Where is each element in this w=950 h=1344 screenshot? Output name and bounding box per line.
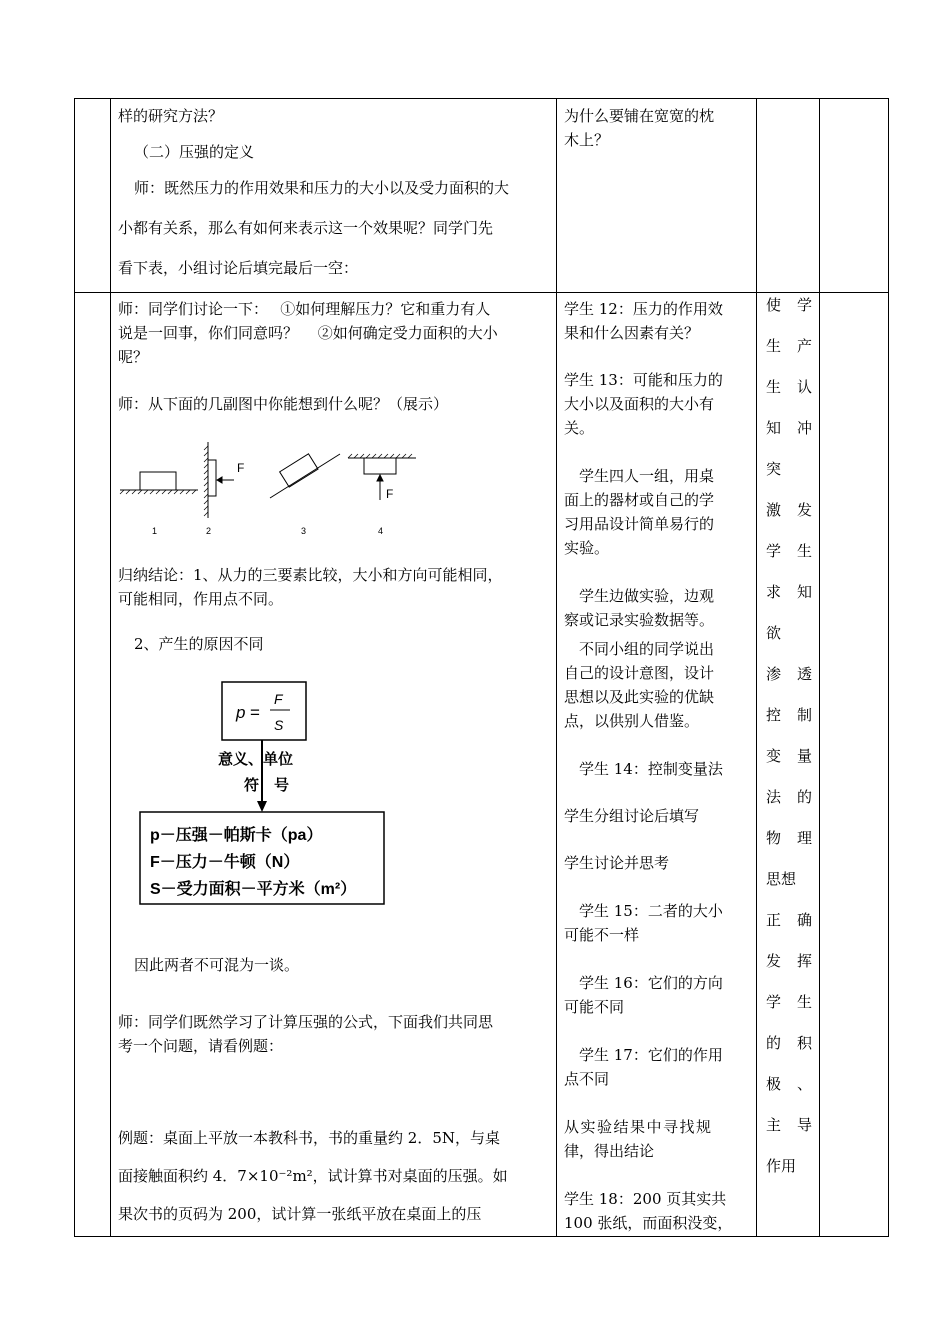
force-label-fig4: F xyxy=(386,487,394,501)
design-intent-row xyxy=(766,326,812,367)
question-line1: 师：同学们讨论一下： ①如何理解压力？它和重力有人 xyxy=(118,300,491,318)
design-intent-char: 发 xyxy=(796,501,812,519)
col-line-0 xyxy=(74,98,75,1237)
student18-line2: 100 张纸，而面积没变， xyxy=(564,1214,733,1232)
question-line3: 呢？ xyxy=(118,348,149,366)
result-line1: 从实验结果中寻找规 xyxy=(564,1118,713,1136)
fig-label-2: 2 xyxy=(206,526,212,536)
design-intent-row xyxy=(766,1023,812,1064)
design-intent-char: 学 xyxy=(766,542,782,560)
fig-label-4: 4 xyxy=(378,526,384,536)
design-intent-row xyxy=(766,449,812,490)
design-intent-char: 法 xyxy=(766,788,782,806)
table-top-border xyxy=(74,98,889,99)
student13-line1: 学生 13：可能和压力的 xyxy=(564,371,723,389)
design-intent-char: 变 xyxy=(766,747,782,765)
formula-p: p xyxy=(236,703,246,722)
design-intent-row xyxy=(766,285,812,326)
design-intent-char: 学 xyxy=(766,993,782,1011)
design-intent-row xyxy=(766,654,812,695)
result-line2: 律，得出结论 xyxy=(564,1142,655,1160)
top-col3-line1: 为什么要铺在宽宽的枕 xyxy=(564,107,715,125)
design-intent-char: 突 xyxy=(766,460,782,478)
student14: 学生 14：控制变量法 xyxy=(564,760,723,778)
design-intent-row xyxy=(766,1064,812,1105)
def-area: S－受力面积－平方米（m²） xyxy=(150,881,357,898)
design-intent-char: 求 xyxy=(766,583,782,601)
design-intent-char: 思想 xyxy=(766,870,797,888)
design-intent-row xyxy=(766,1105,812,1146)
design-intent-row xyxy=(766,900,812,941)
table-bottom-border xyxy=(74,1236,889,1237)
design-intent-row xyxy=(766,531,812,572)
teacher-para-line1: 师：既然压力的作用效果和压力的大小以及受力面积的大 xyxy=(134,179,510,197)
student17-line1: 学生 17：它们的作用 xyxy=(564,1046,723,1064)
formula-F: F xyxy=(274,691,283,707)
col-line-1 xyxy=(110,98,111,1237)
col-line-2 xyxy=(556,98,557,1237)
design-intent-row xyxy=(766,777,812,818)
student13-line3: 关。 xyxy=(564,419,595,437)
student15-line1: 学生 15：二者的大小 xyxy=(564,902,723,920)
design-intent-row xyxy=(766,1146,812,1187)
design-line2: 自己的设计意图，设计 xyxy=(564,664,715,682)
design-intent-row xyxy=(766,818,812,859)
force-label-fig2: F xyxy=(237,461,245,475)
design-intent-char: 渗 xyxy=(766,665,782,683)
design-intent-char: 正 xyxy=(766,911,782,929)
design-intent-char: 、 xyxy=(796,1075,812,1093)
design-intent-char: 物 xyxy=(766,829,782,847)
student13-line2: 大小以及面积的大小有 xyxy=(564,395,715,413)
design-intent-char: 极 xyxy=(766,1075,782,1093)
design-intent-char: 的 xyxy=(766,1034,782,1052)
design-intent-char: 的 xyxy=(796,788,812,806)
show-line: 师：从下面的几副图中你能想到什么呢？（展示） xyxy=(118,395,449,413)
design-line1: 不同小组的同学说出 xyxy=(564,640,715,658)
col-line-3 xyxy=(756,98,757,1237)
student18-line1: 学生 18：200 页其实共 xyxy=(564,1190,727,1208)
design-intent-char: 挥 xyxy=(796,952,812,970)
design-intent-char: 使 xyxy=(766,296,782,314)
design-intent-row xyxy=(766,982,812,1023)
design-intent-row xyxy=(766,859,812,900)
def-pressure: p－压强－帕斯卡（pa） xyxy=(150,827,323,844)
design-intent-char: 冲 xyxy=(796,419,812,437)
design-intent-column xyxy=(766,285,812,1187)
formula-eq: = xyxy=(250,703,260,722)
design-intent-char: 发 xyxy=(766,952,782,970)
design-line3: 思想以及此实验的优缺 xyxy=(564,688,715,706)
student12-line2: 果和什么因素有关？ xyxy=(564,324,700,342)
design-intent-char: 生 xyxy=(796,993,812,1011)
design-intent-char: 积 xyxy=(796,1034,812,1052)
top-col2-line1: 样的研究方法？ xyxy=(118,107,224,125)
student16-line2: 可能不同 xyxy=(564,998,625,1016)
arrow-label-line1: 意义、单位 xyxy=(218,751,294,768)
student17-line2: 点不同 xyxy=(564,1070,610,1088)
design-intent-char: 作用 xyxy=(766,1157,797,1175)
group-discuss: 学生分组讨论后填写 xyxy=(564,807,700,825)
design-intent-row xyxy=(766,695,812,736)
teacher-think-line2: 考一个问题，请看例题： xyxy=(118,1037,284,1055)
design-intent-char: 透 xyxy=(796,665,812,683)
design-intent-row xyxy=(766,408,812,449)
design-intent-row xyxy=(766,490,812,531)
design-intent-row xyxy=(766,941,812,982)
design-intent-row xyxy=(766,613,812,654)
observe-line2: 察或记录实验数据等。 xyxy=(564,611,715,629)
design-intent-char: 理 xyxy=(796,829,812,847)
design-line4: 点，以供别人借鉴。 xyxy=(564,712,700,730)
design-intent-char: 生 xyxy=(766,378,782,396)
design-intent-row xyxy=(766,367,812,408)
example-line3: 果次书的页码为 200，试计算一张纸平放在桌面上的压 xyxy=(118,1205,482,1223)
conclusion-line1: 归纳结论：1、从力的三要素比较，大小和方向可能相同， xyxy=(118,566,503,584)
design-intent-char: 确 xyxy=(796,911,812,929)
design-intent-char: 欲 xyxy=(766,624,782,642)
group-line1: 学生四人一组，用桌 xyxy=(564,467,715,485)
design-intent-char: 主 xyxy=(766,1116,782,1134)
conclude-line: 因此两者不可混为一谈。 xyxy=(134,956,300,974)
conclusion-line2: 可能相同，作用点不同。 xyxy=(118,590,284,608)
student-think: 学生讨论并思考 xyxy=(564,854,670,872)
design-intent-char: 生 xyxy=(766,337,782,355)
design-intent-char: 知 xyxy=(766,419,782,437)
design-intent-char: 产 xyxy=(796,337,812,355)
design-intent-row xyxy=(766,736,812,777)
top-col3-line2: 木上？ xyxy=(564,131,610,149)
fig-label-3: 3 xyxy=(301,526,307,536)
observe-line1: 学生边做实验，边观 xyxy=(564,587,715,605)
conclusion-2: 2、产生的原因不同 xyxy=(134,635,264,653)
col-line-5 xyxy=(888,98,889,1237)
arrow-label-line2: 符 号 xyxy=(244,777,290,794)
question-line2: 说是一回事，你们同意吗？ ②如何确定受力面积的大小 xyxy=(118,324,498,342)
teacher-think-line1: 师：同学们既然学习了计算压强的公式，下面我们共同思 xyxy=(118,1013,494,1031)
design-intent-char: 导 xyxy=(796,1116,812,1134)
force-diagrams xyxy=(118,436,418,540)
design-intent-char: 激 xyxy=(766,501,782,519)
group-line3: 习用品设计简单易行的 xyxy=(564,515,715,533)
example-line2: 面接触面积约 4．7×10⁻²m²，试计算书对桌面的压强。如 xyxy=(118,1167,508,1185)
teacher-para-line3: 看下表，小组讨论后填完最后一空： xyxy=(118,259,359,277)
design-intent-char: 学 xyxy=(796,296,812,314)
design-intent-char: 控 xyxy=(766,706,782,724)
design-intent-char: 知 xyxy=(796,583,812,601)
teacher-para-line2: 小都有关系，那么有如何来表示这一个效果呢？同学门先 xyxy=(118,219,494,237)
section-heading: （二）压强的定义 xyxy=(134,143,255,161)
group-line2: 面上的器材或自己的学 xyxy=(564,491,715,509)
student16-line1: 学生 16：它们的方向 xyxy=(564,974,723,992)
pressure-formula-diagram xyxy=(138,680,388,910)
student15-line2: 可能不一样 xyxy=(564,926,640,944)
design-intent-char: 生 xyxy=(796,542,812,560)
fig-label-1: 1 xyxy=(152,526,158,536)
design-intent-char: 量 xyxy=(796,747,812,765)
group-line4: 实验。 xyxy=(564,539,610,557)
design-intent-row xyxy=(766,572,812,613)
design-intent-char: 认 xyxy=(796,378,812,396)
student12-line1: 学生 12：压力的作用效 xyxy=(564,300,723,318)
col-line-4 xyxy=(819,98,820,1237)
def-force: F－压力－牛顿（N） xyxy=(150,854,300,871)
example-line1: 例题：桌面上平放一本教科书，书的重量约 2．5N，与桌 xyxy=(118,1129,500,1147)
design-intent-char: 制 xyxy=(796,706,812,724)
formula-S: S xyxy=(274,717,284,733)
